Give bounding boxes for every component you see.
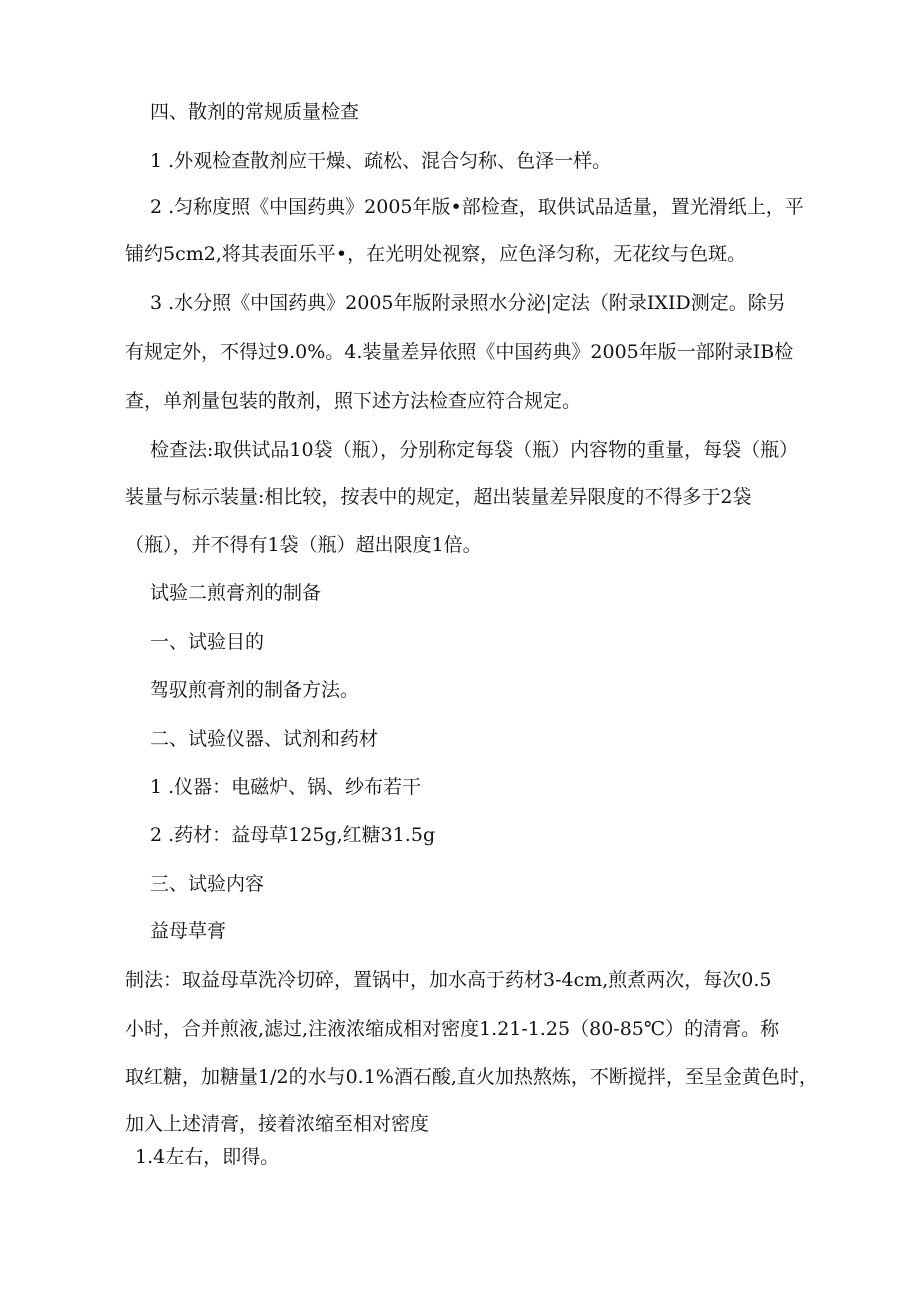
- paragraph-line: 取红糖，加糖量1/2的水与0.1%酒石酸,直火加热熬炼，不断搅拌，至呈金黄色时，: [125, 1066, 818, 1088]
- product-name: 益母草膏: [150, 920, 227, 942]
- list-item: 2 .药材：益母草125g,红糖31.5g: [150, 824, 436, 846]
- paragraph-line: （瓶），并不得有1袋（瓶）超出限度1倍。: [125, 534, 482, 556]
- paragraph-line: 1.4左右，即得。: [135, 1146, 280, 1168]
- paragraph-line: 有规定外，不得过9.0%。4.装量差异依照《中国药典》2005年版一部附录IB检: [125, 341, 794, 363]
- section-heading: 一、试验目的: [150, 631, 265, 653]
- paragraph-line: 装量与标示装量:相比较，按表中的规定，超出装量差异限度的不得多于2袋: [125, 486, 752, 508]
- paragraph-line: 加入上述清膏，接着浓缩至相对密度: [125, 1113, 430, 1135]
- paragraph-line: 2 .匀称度照《中国药典》2005年版•部检查，取供试品适量，置光滑纸上，平: [150, 196, 804, 218]
- section-heading: 四、散剂的常规质量检查: [150, 101, 360, 123]
- paragraph-line: 1 .外观检查散剂应干燥、疏松、混合匀称、色泽一样。: [150, 150, 612, 172]
- paragraph-line: 检查法:取供试品10袋（瓶），分别称定每袋（瓶）内容物的重量，每袋（瓶）: [150, 439, 799, 461]
- paragraph-line: 驾驭煎膏剂的制备方法。: [150, 679, 360, 701]
- paragraph-line: 小时，合并煎液,滤过,注液浓缩成相对密度1.21-1.25（80-85℃）的清膏。称: [125, 1018, 780, 1040]
- list-item: 1 .仪器：电磁炉、锅、纱布若干: [150, 776, 422, 798]
- experiment-title: 试验二煎膏剂的制备: [150, 582, 322, 604]
- paragraph-line: 铺约5cm2,将其表面乐平•，在光明处视察，应色泽匀称，无花纹与色斑。: [125, 243, 747, 265]
- paragraph-line: 制法：取益母草洗冷切碎，置锅中，加水高于药材3-4cm,煎煮两次，每次0.5: [125, 969, 772, 991]
- paragraph-line: 3 .水分照《中国药典》2005年版附录照水分泌|定法（附录IXID测定。除另: [150, 292, 786, 314]
- paragraph-line: 查，单剂量包装的散剂，照下述方法检查应符合规定。: [125, 390, 582, 412]
- section-heading: 二、试验仪器、试剂和药材: [150, 728, 379, 750]
- section-heading: 三、试验内容: [150, 873, 265, 895]
